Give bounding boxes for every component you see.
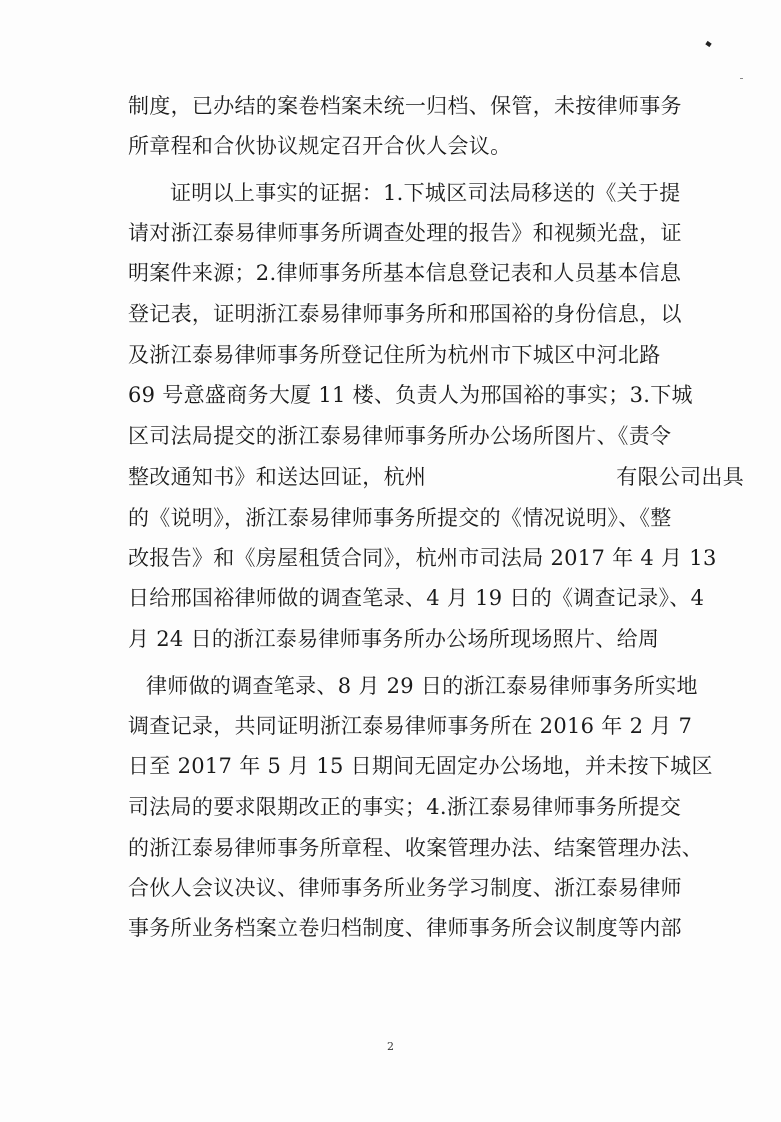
text-line: 律师做的调查笔录、8 月 29 日的浙江泰易律师事务所实地: [146, 674, 698, 698]
text-line: 请对浙江泰易律师事务所调查处理的报告》和视频光盘，证: [128, 221, 682, 245]
text-line: 月 24 日的浙江泰易律师事务所办公场所现场照片、给周: [128, 627, 660, 651]
text-line: 及浙江泰易律师事务所登记住所为杭州市下城区中河北路: [128, 343, 661, 367]
text-line: 合伙人会议决议、律师事务所业务学习制度、浙江泰易律师: [128, 876, 682, 900]
text-line: 明案件来源；2.律师事务所基本信息登记表和人员基本信息: [128, 261, 682, 285]
scan-speck: [705, 41, 711, 47]
text-line-with-redaction: [128, 463, 744, 491]
text-line: 制度，已办结的案卷档案未统一归档、保管，未按律师事务: [128, 94, 682, 118]
text-line: 事务所业务档案立卷归档制度、律师事务所会议制度等内部: [128, 916, 682, 940]
text-line: 证明以上事实的证据：1.下城区司法局移送的《关于提: [170, 181, 681, 205]
text-segment: 整改通知书》和送达回证，杭州: [128, 465, 427, 489]
text-line: 司法局的要求限期改正的事实；4.浙江泰易律师事务所提交: [128, 795, 682, 819]
text-line: 所章程和合伙协议规定召开合伙人会议。: [128, 134, 512, 158]
text-line: 登记表，证明浙江泰易律师事务所和邢国裕的身份信息，以: [128, 302, 682, 326]
text-line: 日至 2017 年 5 月 15 日期间无固定办公场地，并未按下城区: [128, 754, 713, 778]
scan-speck: [740, 78, 743, 79]
text-line: 的《说明》，浙江泰易律师事务所提交的《情况说明》、《整: [128, 506, 672, 530]
text-line: 日给邢国裕律师做的调查笔录、4 月 19 日的《调查记录》、4: [128, 586, 705, 610]
text-line: 改报告》和《房屋租赁合同》，杭州市司法局 2017 年 4 月 13: [128, 546, 717, 570]
page-number: 2: [387, 1040, 394, 1053]
text-line: 69 号意盛商务大厦 11 楼、负责人为邢国裕的事实；3.下城: [128, 383, 693, 407]
text-line: 区司法局提交的浙江泰易律师事务所办公场所图片、《责令: [128, 424, 672, 448]
text-line: 调查记录，共同证明浙江泰易律师事务所在 2016 年 2 月 7: [128, 714, 693, 738]
text-segment: 有限公司出具: [616, 465, 745, 489]
text-line: 的浙江泰易律师事务所章程、收案管理办法、结案管理办法、: [128, 836, 704, 860]
